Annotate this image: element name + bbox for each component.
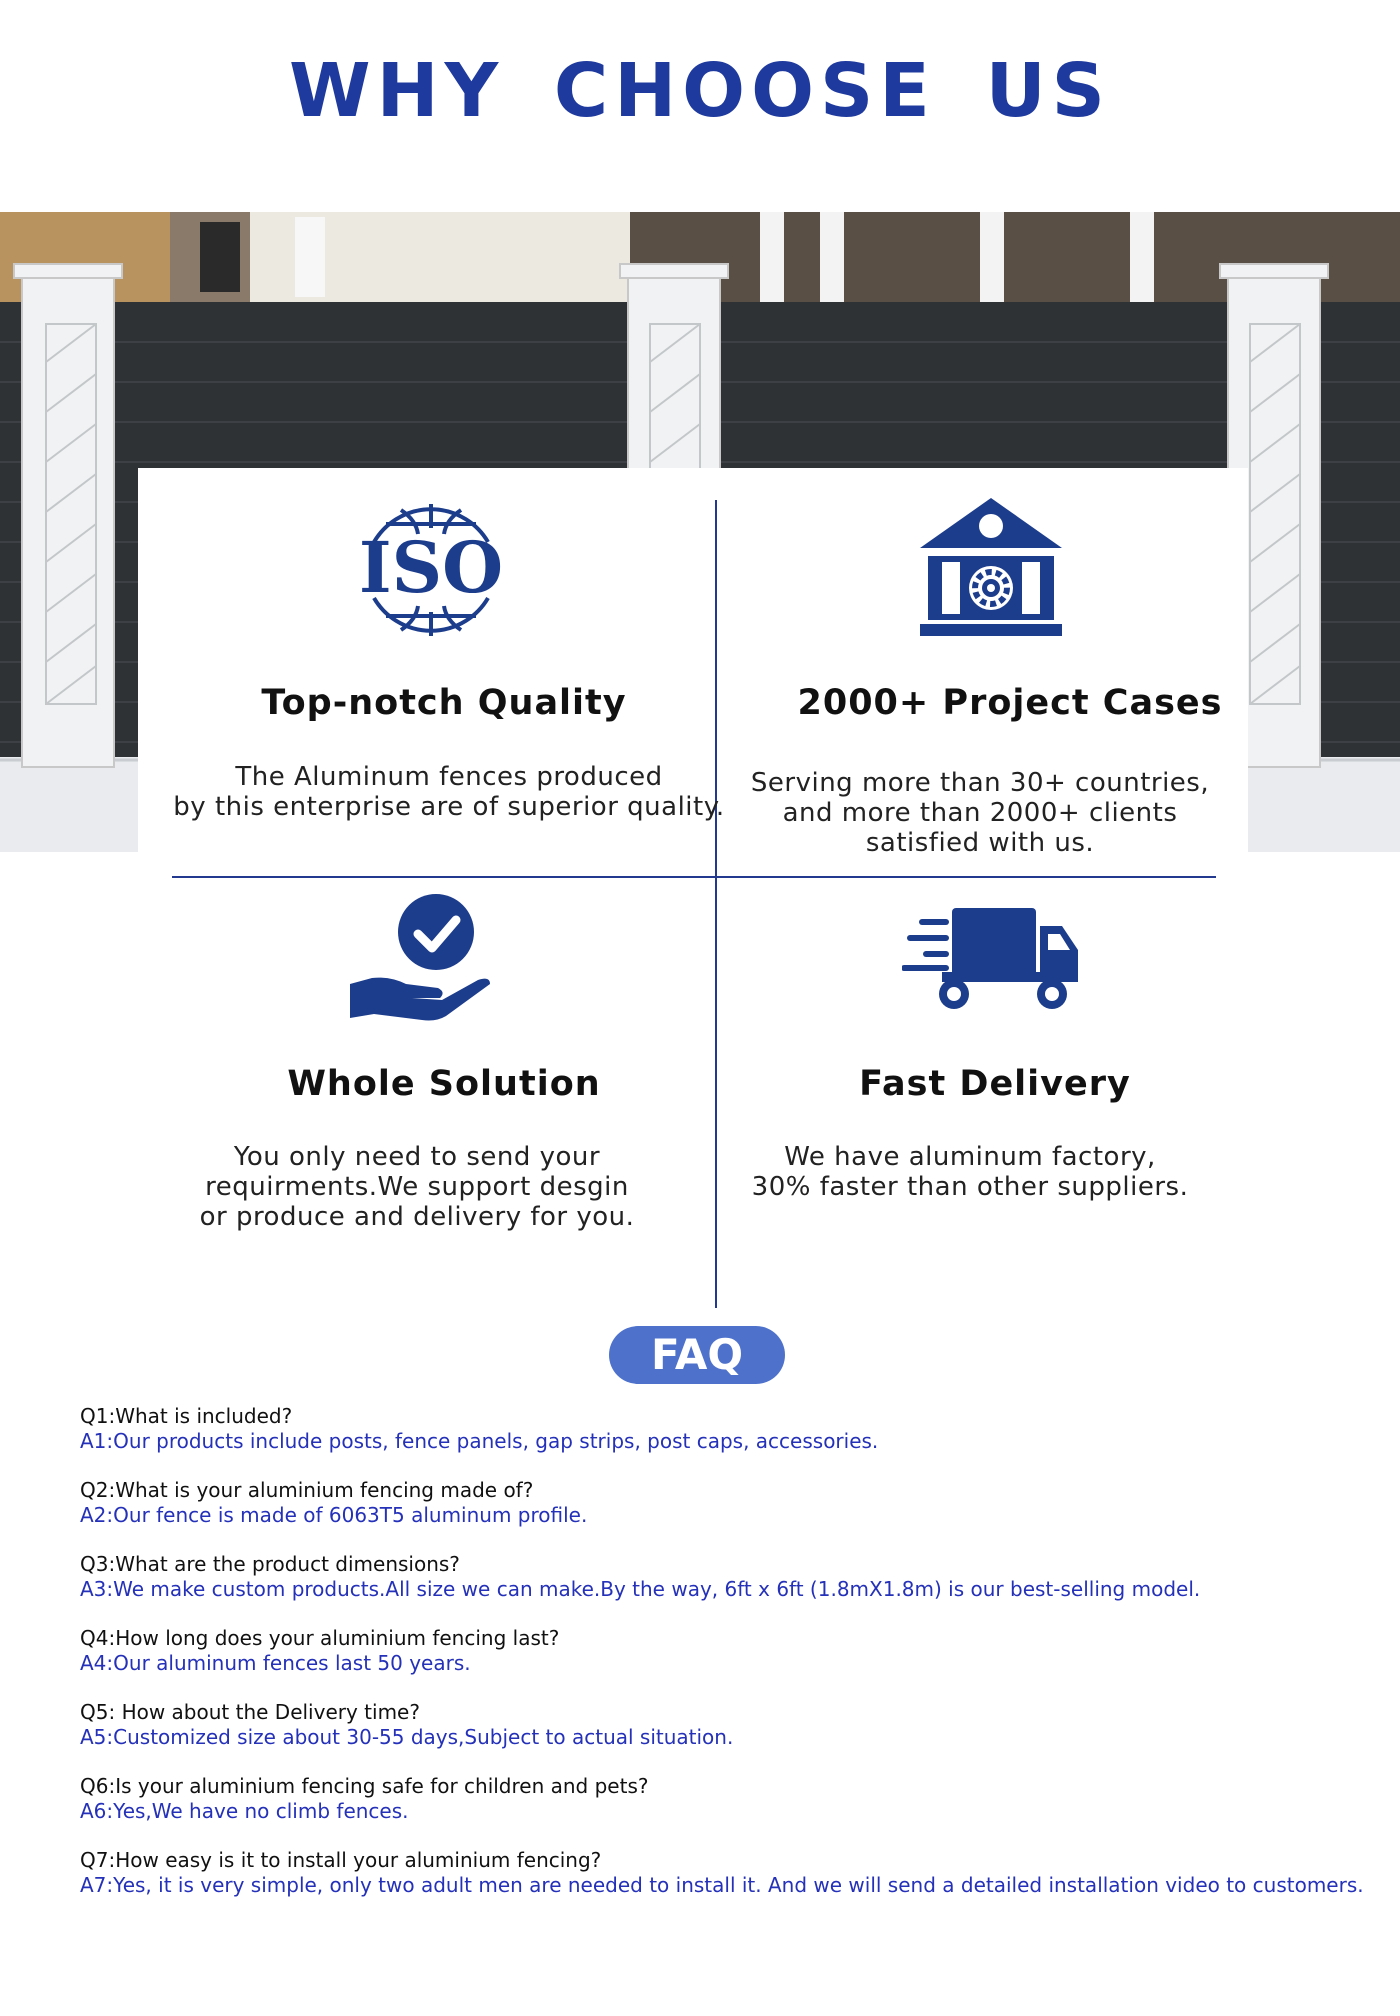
faq-badge: FAQ (609, 1326, 785, 1384)
faq-item (80, 1404, 1380, 1454)
feature-title-projects: 2000+ Project Cases (797, 683, 1223, 723)
faq-item (80, 1848, 1380, 1898)
faq-answer: A3:We make custom products.All size we can make.By the way, 6ft x 6ft (1.8mX1.8m) is our best-selling model. (80, 1577, 1201, 1601)
faq-list (80, 1404, 1380, 1922)
faq-answer: A1:Our products include posts, fence panels, gap strips, post caps, accessories. (80, 1429, 879, 1453)
hand-check-icon (346, 892, 496, 1034)
faq-item (80, 1626, 1380, 1676)
page-title: WHY CHOOSE US (289, 48, 1111, 134)
faq-answer: A4:Our aluminum fences last 50 years. (80, 1651, 471, 1675)
feature-title-delivery: Fast Delivery (859, 1064, 1131, 1104)
faq-question: Q5: How about the Delivery time? (80, 1700, 420, 1724)
feature-desc-quality: The Aluminum fences produced by this enterprise are of superior quality. (173, 762, 725, 822)
faq-question: Q4:How long does your aluminium fencing last? (80, 1626, 560, 1650)
feature-desc-delivery: We have aluminum factory, 30% faster than other suppliers. (751, 1142, 1189, 1202)
faq-question: Q7:How easy is it to install your aluminium fencing? (80, 1848, 602, 1872)
faq-answer: A5:Customized size about 30-55 days,Subject to actual situation. (80, 1725, 734, 1749)
faq-question: Q3:What are the product dimensions? (80, 1552, 460, 1576)
faq-question: Q6:Is your aluminium fencing safe for children and pets? (80, 1774, 649, 1798)
iso-icon (346, 498, 516, 646)
faq-item (80, 1774, 1380, 1824)
faq-item (80, 1700, 1380, 1750)
faq-item (80, 1552, 1380, 1602)
faq-answer: A2:Our fence is made of 6063T5 aluminum profile. (80, 1503, 588, 1527)
delivery-truck-icon (902, 904, 1082, 1018)
feature-desc-solution: You only need to send your requirments.We support desgin or produce and delivery for you. (199, 1142, 635, 1232)
feature-desc-projects: Serving more than 30+ countries, and more than 2000+ clients satisfied with us. (750, 768, 1210, 858)
faq-answer: A7:Yes, it is very simple, only two adult men are needed to install it. And we will send a detailed installation video to customers. (80, 1873, 1364, 1897)
faq-question: Q2:What is your aluminium fencing made of? (80, 1478, 534, 1502)
faq-question: Q1:What is included? (80, 1404, 293, 1428)
feature-title-solution: Whole Solution (287, 1064, 601, 1104)
faq-answer: A6:Yes,We have no climb fences. (80, 1799, 409, 1823)
horizontal-divider (172, 876, 1216, 878)
faq-item (80, 1478, 1380, 1528)
feature-title-quality: Top-notch Quality (261, 683, 627, 723)
iso-label: ISO (358, 526, 504, 609)
building-gear-icon (918, 496, 1064, 644)
